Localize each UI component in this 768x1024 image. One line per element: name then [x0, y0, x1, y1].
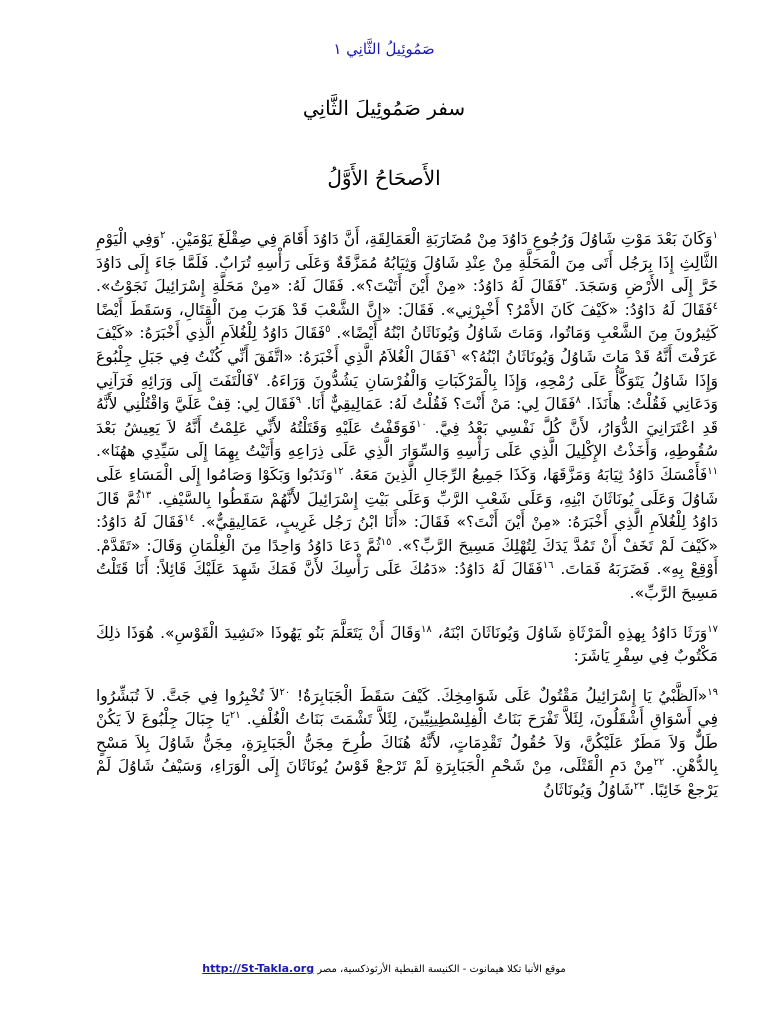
- verse-text: وَفِي الْيَوْمِ الثَّالِثِ إِذَا بِرَجُل أَتَى مِنَ الْمَحَلَّةِ مِنْ عِنْدِ شَاوُلَ وَثِيَابُهُ مُمَزَّقَةٌ وَعَلَى رَأْسِهِ تُرَابٌ. فَلَمَّا جَاءَ إِلَى دَاوُدَ خَرَّ إِلَى الأَرْضِ وَسَجَدَ.: [96, 230, 718, 296]
- verse: [543, 781, 644, 799]
- verse-text: وَرَثَا دَاوُدُ بِهذِهِ الْمَرْثَاةِ شَاوُلَ وَيُونَاثَانَ ابْنَهُ،: [437, 623, 708, 642]
- verse-number: ١: [712, 229, 718, 241]
- verse-text: فَالْتَفَتَ إِلَى وَرَائِهِ فَرَآنِي وَدَعَانِي فَقُلْتُ: هأَنَذَا.: [96, 371, 719, 414]
- verse-number: ١٦: [542, 560, 554, 572]
- chapter-body: [96, 228, 718, 819]
- verse-text: وَكَانَ بَعْدَ مَوْتِ شَاوُلَ وَرُجُوعِ دَاوُدَ مِنْ مُضَارَبَةِ الْعَمَالِقَةِ، أَنَّ دَاوُدَ أَقَامَ فِي صِقْلَغَ يَوْمَيْنِ.: [170, 230, 713, 248]
- verse-number: ٦: [450, 347, 456, 359]
- running-header: صَمُوئِيلُ الثَّانِي ١: [333, 40, 435, 58]
- verse-number: ٣: [561, 277, 568, 289]
- verse: [96, 277, 567, 295]
- verse-text: «اَلظَّبْيُ يَا إِسْرَائِيلُ مَقْتُولٌ عَلَى شَوَامِخِكَ. كَيْفَ سَقَطَ الْجَبَابِرَةُ!: [296, 686, 708, 705]
- verse-text: ثُمَّ دَعَا دَاوُدُ وَاحِدًا مِنَ الْغِلْمَانِ وَقَالَ: «تَقَدَّمْ. أَوْقِعْ بِهِ». فَضَرَبَهُ فَمَاتَ.: [96, 536, 718, 579]
- verse-number: ٢٣: [633, 780, 645, 792]
- verse-number: ٢١: [229, 710, 241, 722]
- paragraph: [96, 622, 718, 669]
- verse-text: فَقَالَ لَهُ دَاوُدُ: «كَيْفَ لَمْ تَخَفْ أَنْ تَمُدَّ يَدَكَ لِتُهْلِكَ مَسِيحَ الرَّبِّ؟».: [96, 513, 718, 555]
- page-footer: [0, 962, 768, 975]
- verse-number: ٨: [575, 395, 581, 406]
- verse-text: فَقَالَ لَهُ دَاوُدُ: «دَمُكَ عَلَى رَأْسِكَ لأَنَّ فَمَكَ شَهِدَ عَلَيْكَ قَائِلاً: أَنَا قَتَلْتُ مَسِيحَ الرَّبِّ».: [96, 560, 718, 602]
- verse-number: ١٠: [416, 418, 427, 430]
- verse-number: ١٥: [380, 536, 392, 548]
- verse-number: ١٧: [707, 623, 718, 635]
- verse: [297, 687, 718, 705]
- verse-text: فَقَالَ دَاوُدُ لِلْغُلاَمِ الَّذِي أَخْبَرَهُ: «كَيْفَ عَرَفْتَ أَنَّهُ قَدْ مَاتَ شَاوُلُ وَيُونَاثَانُ ابْنُهُ؟»: [96, 324, 718, 366]
- verse-number: ١٤: [183, 512, 195, 524]
- verse-number: ٢٢: [653, 757, 665, 769]
- verse-text: فَوَقَفْتُ عَلَيْهِ وَقَتَلْتُهُ لأَنِّي عَلِمْتُ أَنَّهُ لاَ يَعِيشُ بَعْدَ سُقُوطِهِ، وَأَخَذْتُ الإِكْلِيلَ الَّذِي عَلَى رَأْسِهِ وَالسِّوَارَ الَّذِي عَلَى ذِرَاعِهِ وَأَتَيْتُ بِهِمَا إِلَى سَيِّدِي ههُنَا».: [96, 418, 718, 461]
- verse-text: لاَ تُخْبِرُوا فِي جَتَّ. لاَ تُبَشِّرُوا فِي أَسْوَاقِ أَشْقَلُونَ، لِئَلاَّ تَفْرَحَ بَنَاتُ الْفِلِسْطِينِيِّينَ، لِئَلاَّ تَشْمَتَ بَنَاتُ الْغُلْفِ.: [96, 686, 718, 729]
- verse-number: ١١: [707, 465, 719, 477]
- verse: [170, 230, 718, 248]
- verse: [438, 624, 718, 642]
- verse-number: ١٨: [421, 623, 432, 635]
- book-title: سفر صَمُوئِيلَ الثَّانِي: [302, 96, 466, 120]
- verse-text: فَقَالَ لَهُ دَاوُدُ: «مِنْ أَيْنَ أَتَيْتَ؟». فَقَالَ لَهُ: «مِنْ مَحَلَّةِ إِسْرَائِيلَ نَجَوْتُ».: [96, 277, 562, 296]
- verse-text: يَا جِبَالَ جِلْبُوعَ لاَ يَكُنْ طَلٌّ وَلاَ مَطَرٌ عَلَيْكُنَّ، وَلاَ حُقُولُ تَقْدِمَاتٍ، لأَنَّهُ هُنَاكَ طُرِحَ مِجَنُّ الْجَبَابِرَةِ، مِجَنُّ شَاوُلَ بِلاَ مَسْحٍ بِالدُّهْنِ.: [96, 710, 718, 776]
- verse-text: شَاوُلُ وَيُونَاثَانُ: [543, 781, 634, 800]
- verse-number: ٤: [712, 300, 718, 312]
- verse-text: فَقَالَ لِي: مَنْ أَنْتَ؟ فَقُلْتُ لَهُ: عَمَالِيقِيٌّ أَنَا.: [306, 395, 576, 414]
- verse: [349, 466, 718, 484]
- verse-number: ١٩: [707, 686, 718, 698]
- chapter-title: الأَصحَاحُ الأَوَّلُ: [327, 166, 441, 190]
- footer-site-link[interactable]: http://St-Takla.org: [202, 962, 315, 975]
- verse-number: ٥: [325, 324, 331, 336]
- verse-number: ٩: [295, 395, 302, 406]
- verse-number: ٢٠: [279, 686, 291, 698]
- verse-text: مِنْ دَمِ الْقَتْلَى، مِنْ شَحْمِ الْجَبَابِرَةِ لَمْ تَرْجعْ قَوْسُ يُونَاثَانَ إِلَى الْوَرَاءِ، وَسَيْفُ شَاوُلَ لَمْ يَرْجعْ خَائِبًا.: [96, 757, 718, 800]
- verse-text: وَقَالَ أَنْ يَتَعَلَّمَ بَنُو يَهُوذَا «نَشِيدَ الْقَوْسِ». هُوَذَا ذلِكَ مَكْتُوبٌ فِي سِفْرِ يَاشَرَ:: [96, 623, 718, 666]
- verse-text: فَأَمْسَكَ دَاوُدُ ثِيَابَهُ وَمَزَّقَهَا، وَكَذَا جَمِيعُ الرِّجَالِ الَّذِينَ مَعَهُ.: [349, 465, 708, 484]
- verse-number: ٧: [253, 371, 259, 383]
- verse-text: وَنَدَبُوا وَبَكَوْا وَصَامُوا إِلَى الْمَسَاءِ عَلَى شَاوُلَ وَعَلَى يُونَاثَانَ ابْنِهِ، وَعَلَى شَعْبِ الرَّبِّ وَعَلَى بَيْتِ إِسْرَائِيلَ لأَنَّهُمْ سَقَطُوا بِالسَّيْفِ.: [96, 465, 719, 508]
- verse: [307, 395, 581, 413]
- verse-text: فَقَالَ لِي: قِفْ عَلَيَّ وَاقْتُلْنِي لأَنَّهُ قَدِ اعْتَرَانِيَ الدُّوَارُ، لأَنَّ كُلَّ نَفْسِي بَعْدُ فِيَّ.: [96, 395, 718, 437]
- verse-text: فَقَالَ الْغُلاَمُ الَّذِي أَخْبَرَهُ: «اتَّفَقَ أَنِّي كُنْتُ فِي جَبَلِ جِلْبُوعَ وَإِذَا شَاوُلُ يَتَوَكَّأُ عَلَى رُمْحِهِ، وَإِذَا بِالْمَرْكَبَاتِ وَالْفُرْسَانِ يَشُدُّونَ وَرَاءَهُ.: [96, 347, 718, 390]
- paragraph: [96, 685, 718, 803]
- verse-number: ١٣: [140, 489, 152, 501]
- verse-text: ثُمَّ قَالَ دَاوُدُ لِلْغُلاَمِ الَّذِي أَخْبَرَهُ: «مِنْ أَيْنَ أَنْتَ؟» فَقَالَ: «أَنَا ابْنُ رَجُل غَرِيبٍ، عَمَالِيقِيٌّ».: [96, 489, 718, 532]
- footer-site-name: موقع الأنبا تكلا هيمانوت - الكنيسة القبطية الأرثوذكسية، مصر: [317, 964, 566, 975]
- verse-number: ٢: [160, 229, 166, 241]
- verse-text: فَقَالَ لَهُ دَاوُدُ: «كَيْفَ كَانَ الأَمْرُ؟ أَخْبِرْنِي». فَقَالَ: «إِنَّ الشَّعْبَ قَدْ هَرَبَ مِنَ الْقِتَالِ، وَسَقَطَ أَيْضًا كَثِيرُونَ مِنَ الشَّعْبِ وَمَاتُوا، وَمَاتَ شَاوُلُ وَيُونَاثَانُ ابْنُهُ أَيْضًا».: [96, 300, 718, 343]
- verse-number: ١٢: [332, 465, 344, 477]
- paragraph: [96, 228, 718, 606]
